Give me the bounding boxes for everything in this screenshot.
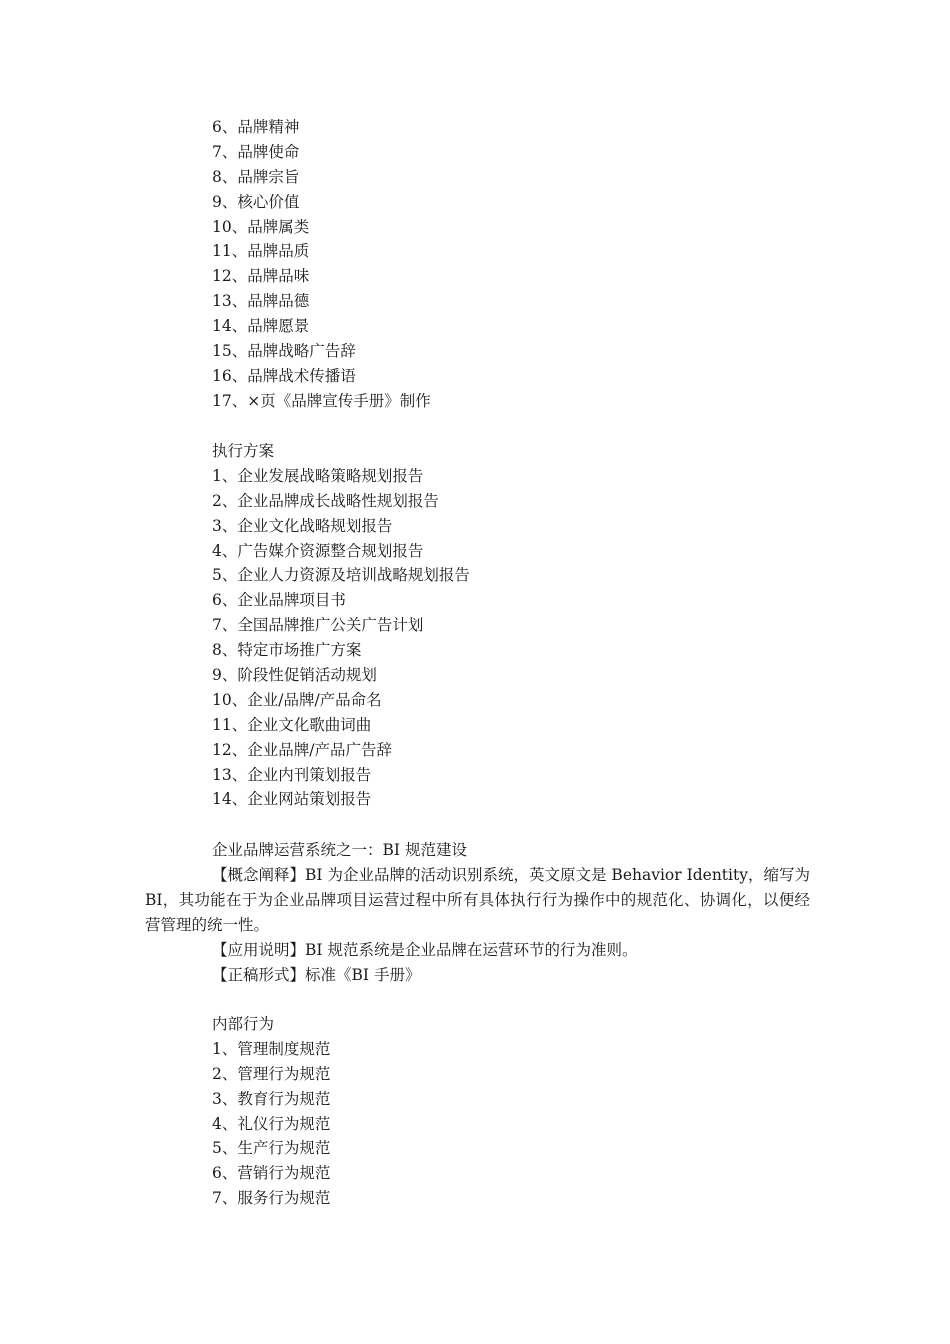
list-item: 9、阶段性促销活动规划 <box>212 666 377 685</box>
list-item: 15、品牌战略广告辞 <box>212 342 356 361</box>
list-item: 7、品牌使命 <box>212 142 300 161</box>
list-item: 6、企业品牌项目书 <box>212 591 346 610</box>
list-item: 12、品牌品味 <box>212 267 310 286</box>
list-item: 4、广告媒介资源整合规划报告 <box>212 541 424 560</box>
exec-plan-section <box>212 439 470 812</box>
list-item: 3、教育行为规范 <box>212 1089 331 1108</box>
list-item: 14、企业网站策划报告 <box>212 790 372 809</box>
list-item: 10、企业/品牌/产品命名 <box>212 690 382 709</box>
list-item: 9、核心价值 <box>212 192 300 211</box>
concept-text: 【概念阐释】BI 为企业品牌的活动识别系统，英文原文是 Behavior Identity，缩写为 BI，其功能在于为企业品牌项目运营过程中所有具体执行行为操作中的规范化、协调化，以便经营管理的统一性。 <box>145 865 810 934</box>
list-item: 17、×页《品牌宣传手册》制作 <box>212 391 431 410</box>
list-item: 7、全国品牌推广公关广告计划 <box>212 616 424 635</box>
list-item: 11、企业文化歌曲词曲 <box>212 715 372 734</box>
list-item: 4、礼仪行为规范 <box>212 1114 331 1133</box>
section-heading: 企业品牌运营系统之一：BI 规范建设 <box>212 841 467 859</box>
list-item: 12、企业品牌/产品广告辞 <box>212 740 392 759</box>
list-item: 14、品牌愿景 <box>212 317 310 336</box>
list-item: 6、营销行为规范 <box>212 1164 331 1183</box>
list-item: 8、品牌宗旨 <box>212 167 300 186</box>
list-item: 5、生产行为规范 <box>212 1139 331 1158</box>
section-heading: 执行方案 <box>212 442 275 460</box>
list-item: 3、企业文化战略规划报告 <box>212 516 393 535</box>
list-item: 2、企业品牌成长战略性规划报告 <box>212 491 439 510</box>
bi-section <box>145 838 810 987</box>
section-heading: 内部行为 <box>212 1015 275 1033</box>
list-item: 2、管理行为规范 <box>212 1064 331 1083</box>
brand-element-list <box>212 115 431 414</box>
list-item: 7、服务行为规范 <box>212 1189 331 1208</box>
concept-paragraph <box>145 863 810 938</box>
format-note: 【正稿形式】标准《BI 手册》 <box>212 965 421 984</box>
list-item: 1、管理制度规范 <box>212 1039 331 1058</box>
list-item: 13、企业内刊策划报告 <box>212 765 372 784</box>
list-item: 16、品牌战术传播语 <box>212 366 356 385</box>
list-item: 6、品牌精神 <box>212 118 300 136</box>
list-item: 11、品牌品质 <box>212 242 310 261</box>
application-note: 【应用说明】BI 规范系统是企业品牌在运营环节的行为准则。 <box>212 940 638 959</box>
list-item: 5、企业人力资源及培训战略规划报告 <box>212 566 470 585</box>
list-item: 1、企业发展战略策略规划报告 <box>212 466 424 485</box>
list-item: 10、品牌属类 <box>212 217 310 236</box>
list-item: 13、品牌品德 <box>212 292 310 311</box>
internal-behavior-section <box>212 1012 330 1211</box>
list-item: 8、特定市场推广方案 <box>212 641 362 660</box>
